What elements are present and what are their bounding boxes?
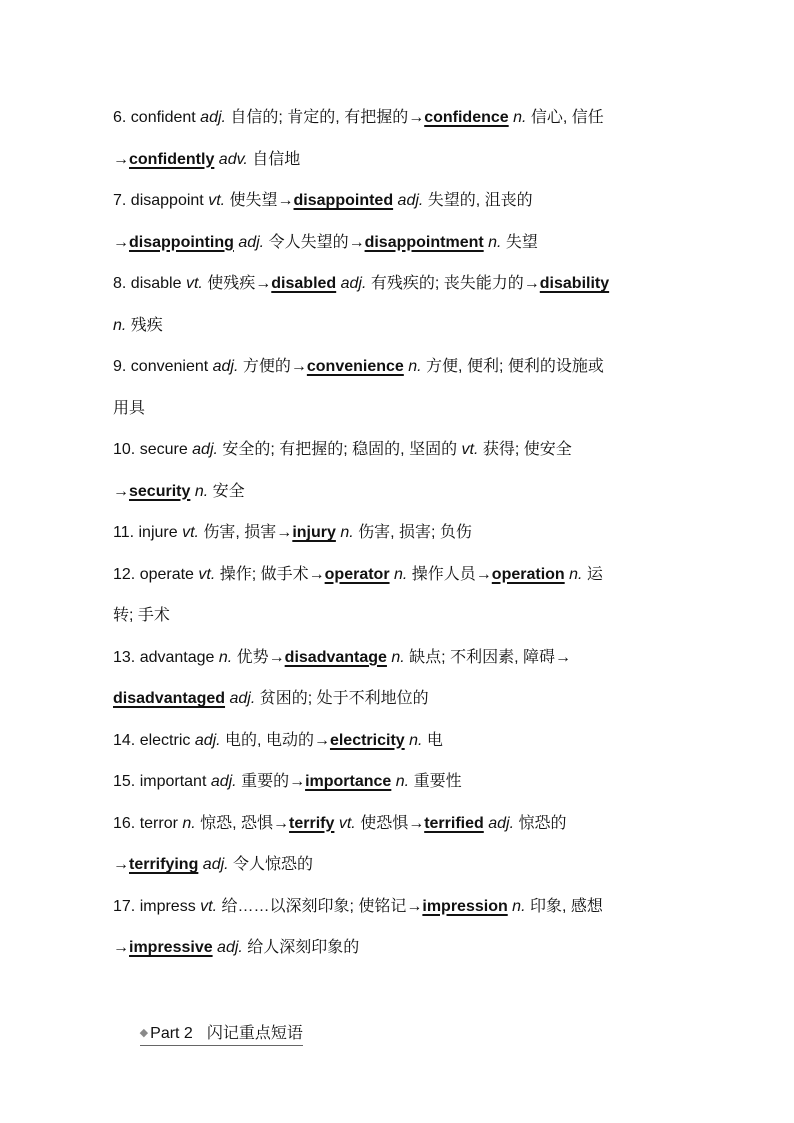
plain-text: 重要的→ [236, 773, 306, 790]
entry-line [113, 554, 773, 596]
part-of-speech: adj. [210, 773, 237, 790]
entry-line [113, 305, 773, 347]
plain-text: 重要性 [409, 773, 462, 790]
plain-text: 9. convenient [113, 358, 213, 375]
plain-text: 11. injure [113, 524, 183, 541]
part-of-speech: vt. [182, 524, 199, 541]
plain-text: 惊恐的 [514, 814, 567, 832]
plain-text: 给……以深刻印象; 使铭记→ [217, 897, 423, 915]
entry-line [113, 429, 773, 471]
plain-text: → [113, 482, 129, 500]
plain-text: 使恐惧→ [355, 814, 425, 832]
plain-text: 转; 手术 [113, 607, 170, 624]
plain-text: 自信地 [247, 150, 301, 168]
part-of-speech: n. [483, 233, 502, 251]
part-of-speech: adj. [336, 275, 367, 292]
key-word: confidence [424, 109, 509, 126]
plain-text: 失望 [501, 233, 538, 251]
entry-line [113, 471, 773, 513]
plain-text: 安全 [208, 482, 245, 500]
plain-text: 10. secure [113, 441, 193, 458]
key-word: disappointment [364, 233, 484, 251]
entry-line [113, 927, 773, 969]
plain-text: 令人惊恐的 [228, 856, 314, 873]
key-word: operation [491, 565, 565, 583]
plain-text: 13. advantage [113, 648, 219, 666]
section-title: 闪记重点短语 [206, 1024, 303, 1042]
entry-line [113, 180, 773, 222]
plain-text: 15. important [113, 773, 211, 790]
part-of-speech: adj. [483, 814, 515, 832]
key-word: convenience [306, 358, 404, 375]
plain-text: 伤害, 损害→ [198, 524, 293, 541]
plain-text: 使残疾→ [202, 275, 272, 292]
part-of-speech: n. [391, 773, 410, 790]
plain-text: 信心, 信任 [526, 109, 604, 126]
plain-text: 12. operate [113, 565, 199, 583]
entry-line [113, 637, 773, 679]
part-of-speech: adj. [233, 233, 265, 251]
plain-text: 14. electric [113, 731, 195, 749]
key-word: terrifying [129, 856, 199, 873]
part-of-speech: n. [386, 648, 405, 666]
key-word: disability [539, 275, 610, 292]
part-of-speech: adj. [212, 358, 239, 375]
key-word: terrify [289, 814, 335, 832]
plain-text: 电的, 电动的→ [220, 731, 330, 749]
key-word: disadvantage [284, 648, 387, 666]
entry-line [113, 346, 773, 388]
entry-line [113, 595, 773, 637]
plain-text: 自信的; 肯定的, 有把握的→ [225, 109, 425, 126]
plain-text: 印象, 感想 [525, 897, 603, 915]
plain-text: 缺点; 不利因素, 障碍→ [404, 648, 571, 666]
plain-text: 7. disappoint [113, 192, 209, 209]
part-of-speech: adj. [194, 731, 221, 749]
plain-text: → [113, 939, 129, 956]
key-word: importance [305, 773, 392, 790]
part-of-speech: n. [335, 524, 354, 541]
plain-text: 安全的; 有把握的; 稳固的, 坚固的 [217, 441, 462, 458]
plain-text: 给人深刻印象的 [242, 939, 360, 956]
word-entries [113, 97, 773, 969]
entry-line [113, 803, 773, 845]
entry-line [113, 139, 773, 181]
entry-line [113, 388, 773, 430]
entry-line [113, 844, 773, 886]
section-label: Part 2 [150, 1024, 193, 1042]
plain-text: 用具 [113, 399, 146, 417]
section-heading-row [113, 969, 773, 1042]
part-of-speech: vt. [185, 275, 203, 292]
plain-text: 贫困的; 处于不利地位的 [255, 690, 429, 707]
plain-text: 16. terror [113, 814, 183, 832]
plain-text: 方便的→ [238, 358, 307, 375]
entry-line [113, 678, 773, 720]
plain-text: 有残疾的; 丧失能力的→ [366, 275, 540, 292]
key-word: impressive [129, 939, 213, 956]
plain-text: 8. disable [113, 275, 186, 292]
part-of-speech: vt. [334, 814, 356, 832]
plain-text: → [113, 150, 129, 168]
part-of-speech: n. [218, 648, 233, 666]
plain-text: 获得; 使安全 [478, 441, 572, 458]
plain-text: 17. impress [113, 897, 201, 915]
entry-line [113, 720, 773, 762]
part-of-speech: adj. [393, 192, 424, 209]
part-of-speech: n. [113, 316, 127, 334]
entry-line [113, 512, 773, 554]
plain-text: 失望的, 沮丧的 [423, 192, 533, 209]
part-of-speech: n. [182, 814, 196, 832]
part-of-speech: adj. [225, 690, 256, 707]
part-of-speech: vt. [461, 441, 479, 458]
key-word: terrified [424, 814, 484, 832]
part-of-speech: n. [564, 565, 583, 583]
part-of-speech: n. [190, 482, 209, 500]
diamond-bullet-icon: ◆ [139, 1026, 149, 1039]
key-word: disadvantaged [113, 690, 226, 707]
key-word: electricity [329, 731, 405, 749]
key-word: operator [324, 565, 390, 583]
entry-line [113, 886, 773, 928]
entry-line [113, 97, 773, 139]
key-word: disappointed [293, 192, 394, 209]
part-of-speech: n. [508, 109, 527, 126]
part-of-speech: adj. [192, 441, 218, 458]
entry-line [113, 222, 773, 264]
plain-text: 6. confident [113, 109, 201, 126]
plain-text: 使失望→ [225, 192, 294, 209]
part-of-speech: n. [404, 731, 423, 749]
plain-text: 伤害, 损害; 负伤 [353, 524, 472, 541]
key-word: security [129, 482, 191, 500]
part-of-speech: vt. [200, 897, 218, 915]
plain-text: 操作; 做手术→ [215, 565, 325, 583]
entry-line [113, 761, 773, 803]
section-heading [140, 1023, 303, 1046]
plain-text: 残疾 [126, 316, 163, 334]
part-of-speech: adv. [214, 150, 248, 168]
key-word: disabled [271, 275, 337, 292]
part-of-speech: n. [389, 565, 408, 583]
part-of-speech: n. [507, 897, 526, 915]
plain-text: 令人失望的→ [264, 233, 365, 251]
vocabulary-list [113, 97, 773, 1042]
part-of-speech: adj. [198, 856, 229, 873]
key-word: injury [292, 524, 336, 541]
key-word: disappointing [129, 233, 234, 251]
part-of-speech: adj. [200, 109, 226, 126]
plain-text: 惊恐, 恐惧→ [195, 814, 290, 832]
part-of-speech: vt. [208, 192, 226, 209]
part-of-speech: adj. [212, 939, 243, 956]
key-word: impression [422, 897, 508, 915]
plain-text: 优势→ [232, 648, 285, 666]
plain-text: 运 [582, 565, 603, 583]
plain-text: 方便, 便利; 便利的设施或 [421, 358, 604, 375]
plain-text: → [113, 856, 129, 873]
part-of-speech: vt. [198, 565, 216, 583]
plain-text: 电 [422, 731, 443, 749]
key-word: confidently [129, 150, 215, 168]
plain-text: 操作人员→ [407, 565, 492, 583]
part-of-speech: n. [403, 358, 422, 375]
entry-line [113, 263, 773, 305]
plain-text: → [113, 233, 129, 251]
